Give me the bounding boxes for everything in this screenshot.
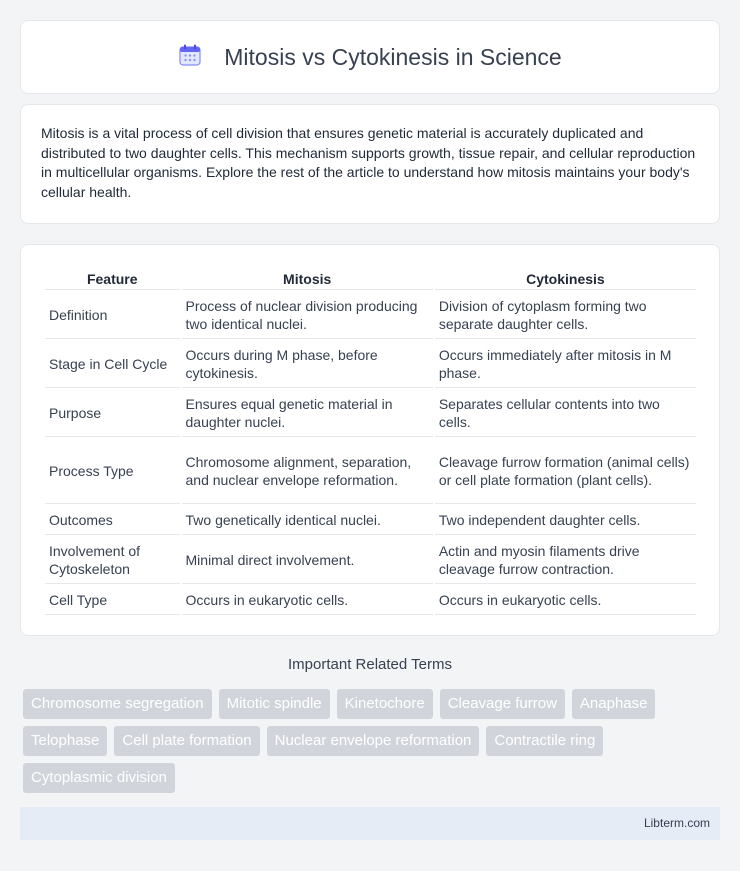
tag-contractile-ring[interactable]: Contractile ring [486, 726, 603, 756]
table-row [45, 292, 696, 339]
cell-cytokinesis: Cleavage furrow formation (animal cells) or cell plate formation (plant cells). [435, 439, 696, 504]
comparison-card [20, 244, 720, 636]
cell-mitosis: Chromosome alignment, separation, and nuclear envelope reformation. [182, 439, 433, 504]
page-title: Mitosis vs Cytokinesis in Science [224, 43, 562, 70]
cell-mitosis: Two genetically identical nuclei. [182, 506, 433, 535]
cell-mitosis: Minimal direct involvement. [182, 537, 433, 584]
tag-chromosome-segregation[interactable]: Chromosome segregation [23, 689, 212, 719]
header-card [20, 20, 720, 94]
cell-feature: Definition [45, 292, 180, 339]
tag-cleavage-furrow[interactable]: Cleavage furrow [440, 689, 565, 719]
tag-cytoplasmic-division[interactable]: Cytoplasmic division [23, 763, 175, 793]
cell-feature: Outcomes [45, 506, 180, 535]
tag-anaphase[interactable]: Anaphase [572, 689, 656, 719]
table-row [45, 439, 696, 504]
table-row [45, 390, 696, 437]
tag-telophase[interactable]: Telophase [23, 726, 107, 756]
cell-feature: Stage in Cell Cycle [45, 341, 180, 388]
intro-card [20, 104, 720, 224]
cell-feature: Involvement of Cytoskeleton [45, 537, 180, 584]
cell-cytokinesis: Occurs immediately after mitosis in M phase. [435, 341, 696, 388]
cell-feature: Cell Type [45, 586, 180, 615]
cell-cytokinesis: Separates cellular contents into two cells. [435, 390, 696, 437]
header-mitosis: Mitosis [182, 267, 433, 290]
cell-cytokinesis: Occurs in eukaryotic cells. [435, 586, 696, 615]
tag-nuclear-envelope-reformation[interactable]: Nuclear envelope reformation [267, 726, 480, 756]
footer [20, 807, 720, 840]
tag-cell-plate-formation[interactable]: Cell plate formation [114, 726, 259, 756]
cell-mitosis: Ensures equal genetic material in daughter nuclei. [182, 390, 433, 437]
tag-kinetochore[interactable]: Kinetochore [337, 689, 433, 719]
table-row [45, 506, 696, 535]
related-terms-tags [23, 689, 703, 793]
cell-mitosis: Occurs during M phase, before cytokinesis. [182, 341, 433, 388]
cell-cytokinesis: Actin and myosin filaments drive cleavage furrow contraction. [435, 537, 696, 584]
related-terms-title: Important Related Terms [288, 656, 452, 673]
calendar-icon [178, 43, 202, 72]
table-row [45, 341, 696, 388]
cell-mitosis: Process of nuclear division producing two identical nuclei. [182, 292, 433, 339]
footer-link[interactable]: Libterm.com [643, 816, 710, 830]
header-feature: Feature [45, 267, 180, 290]
cell-mitosis: Occurs in eukaryotic cells. [182, 586, 433, 615]
header-cytokinesis: Cytokinesis [435, 267, 696, 290]
table-row [45, 537, 696, 584]
comparison-table [43, 265, 698, 617]
cell-cytokinesis: Two independent daughter cells. [435, 506, 696, 535]
tag-mitotic-spindle[interactable]: Mitotic spindle [219, 689, 330, 719]
intro-text: Mitosis is a vital process of cell division that ensures genetic material is accurately duplicated and distributed to two daughter cells. This mechanism supports growth, tissue repair, and cellular reproduction in multicellular organisms. Explore the rest of the article to understand how mitosis maintains your body's cellular health. [41, 125, 696, 200]
table-row [45, 586, 696, 615]
cell-feature: Purpose [45, 390, 180, 437]
table-header-row [45, 267, 696, 290]
cell-feature: Process Type [45, 439, 180, 504]
cell-cytokinesis: Division of cytoplasm forming two separate daughter cells. [435, 292, 696, 339]
